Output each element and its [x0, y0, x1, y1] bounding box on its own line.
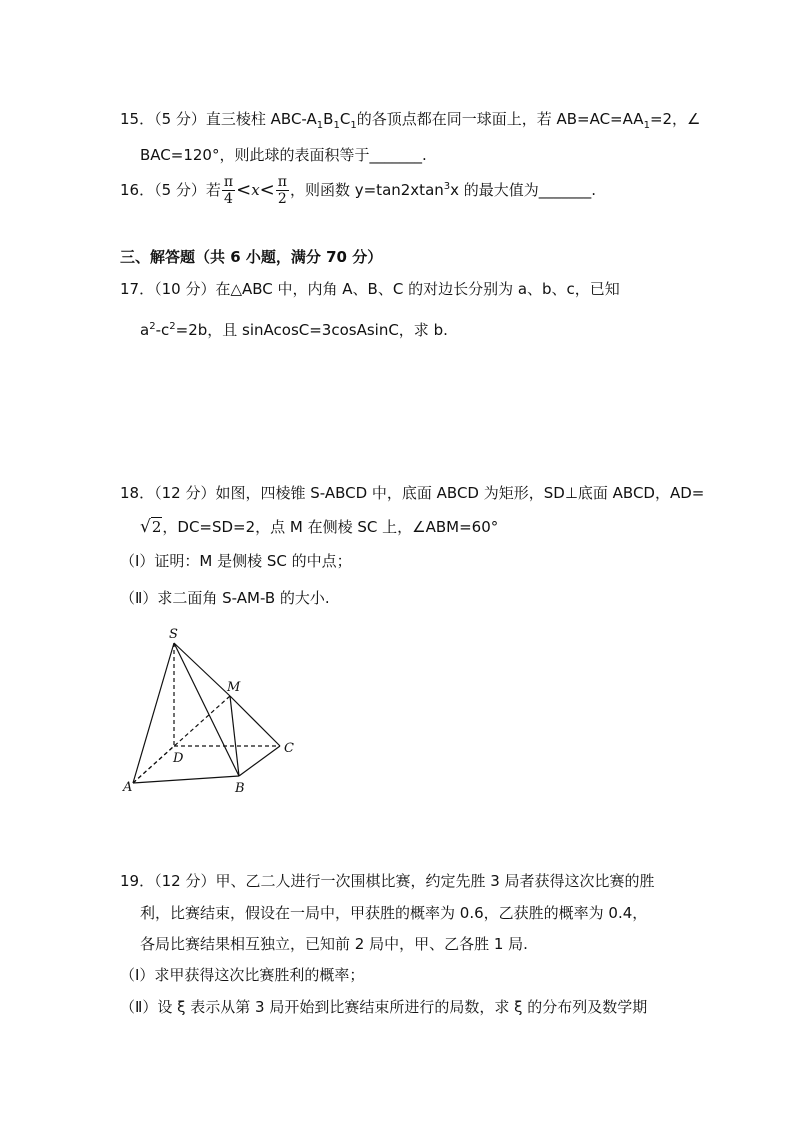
- q19-part1: （I）求甲获得这次比赛胜利的概率；: [120, 966, 365, 984]
- q17-c: -c: [155, 321, 170, 339]
- q16-frac2-num: π: [277, 174, 287, 190]
- label-A: A: [123, 780, 133, 795]
- q15-text-b: B: [323, 110, 334, 128]
- q15-line1: [120, 109, 701, 136]
- q15-text-a: 15．（5 分）直三棱柱 ABC-A: [120, 110, 317, 128]
- q16-variable-x: x: [251, 181, 260, 199]
- label-C: C: [284, 741, 294, 756]
- label-D: D: [173, 751, 184, 766]
- edge-MC: [230, 696, 280, 746]
- q16-prefix: 16．（5 分）若: [120, 181, 221, 199]
- edge-MB: [230, 696, 239, 776]
- pyramid-figure: [115, 625, 315, 800]
- q16-line: [120, 168, 596, 210]
- q17-sq-a: 2: [149, 321, 156, 332]
- q17-line2: [140, 317, 448, 340]
- q19-line1: 19．（12 分）甲、乙二人进行一次围棋比赛，约定先胜 3 局者获得这次比赛的胜: [120, 872, 655, 890]
- q15-text-d: 的各顶点都在同一球面上，若 AB=AC=AA: [356, 110, 644, 128]
- q16-fraction-pi-over-2: [276, 174, 289, 207]
- q16-suffix2: x 的最大值为_______.: [450, 181, 597, 199]
- q15-sub-c1: 1: [350, 120, 357, 131]
- q16-frac1-num: π: [223, 174, 234, 190]
- section-3-heading: 三、解答题（共 6 小题，满分 70 分）: [120, 248, 383, 266]
- edge-AM: [133, 696, 230, 783]
- q18-sqrt-2: [140, 517, 162, 537]
- q16-fraction-pi-over-4: [222, 174, 235, 207]
- q17-rest: =2b，且 sinAcosC=3cosAsinC，求 b.: [175, 321, 448, 339]
- edge-SB: [174, 643, 239, 776]
- q16-less-than-1: <: [236, 179, 252, 201]
- q18-part1: （I）证明：M 是侧棱 SC 的中点；: [120, 552, 352, 570]
- label-M: M: [227, 680, 241, 695]
- label-S: S: [169, 627, 178, 642]
- q15-sub-aa1: 1: [643, 120, 650, 131]
- q15-sub-a1: 1: [316, 120, 324, 131]
- label-B: B: [235, 781, 245, 796]
- q17-a: a: [140, 321, 150, 339]
- q18-line1: 18．（12 分）如图，四棱锥 S-ABCD 中，底面 ABCD 为矩形，SD⊥底面 ABCD，AD=: [120, 484, 705, 502]
- q16-less-than-2: <: [259, 179, 275, 201]
- edge-BC: [239, 746, 280, 776]
- q19-part2: （Ⅱ）设 ξ 表示从第 3 局开始到比赛结束所进行的局数，求 ξ 的分布列及数学期: [120, 998, 648, 1016]
- q15-line2: BAC=120°，则此球的表面积等于_______.: [140, 146, 427, 164]
- q15-text-e: =2，∠: [649, 110, 701, 128]
- q15-text-c: C: [339, 110, 351, 128]
- edge-SM: [174, 643, 230, 696]
- q19-line2: 利，比赛结束，假设在一局中，甲获胜的概率为 0.6，乙获胜的概率为 0.4，: [140, 904, 648, 922]
- q18-sqrt-radicand: 2: [151, 518, 162, 536]
- q15-sub-b1: 1: [333, 120, 340, 131]
- q16-frac1-den: 4: [224, 191, 233, 207]
- q16-suffix: ，则函数 y=tan2xtan: [289, 181, 444, 199]
- edge-AB: [133, 776, 239, 783]
- q19-line3: 各局比赛结果相互独立，已知前 2 局中，甲、乙各胜 1 局.: [140, 935, 528, 953]
- q16-frac2-den: 2: [277, 191, 287, 207]
- q18-line2: [140, 517, 498, 537]
- q17-sq-c: 2: [169, 321, 176, 332]
- q18-part2: （Ⅱ）求二面角 S-AM-B 的大小.: [120, 589, 330, 607]
- edge-SA: [133, 643, 174, 783]
- q17-line1: 17．（10 分）在△ABC 中，内角 A、B、C 的对边长分别为 a、b、c，已知: [120, 280, 620, 298]
- q18-line2-rest: ，DC=SD=2，点 M 在侧棱 SC 上，∠ABM=60°: [162, 518, 499, 536]
- q16-cube: 3: [443, 181, 451, 192]
- sqrt-radical-icon: √: [140, 517, 151, 537]
